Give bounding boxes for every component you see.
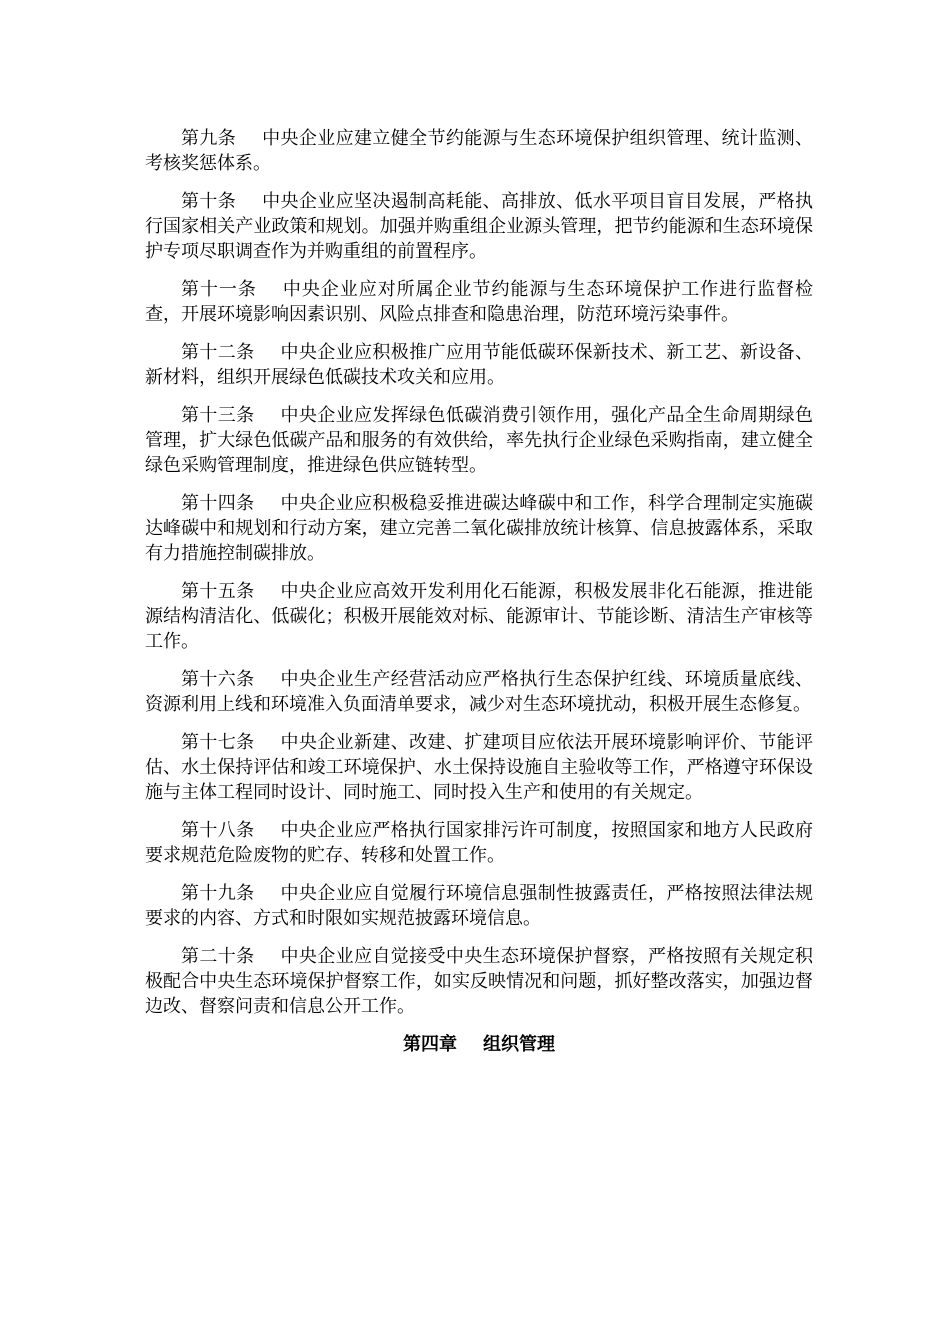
- article-16: [145, 667, 813, 717]
- article-number: 第十四条: [181, 493, 255, 514]
- article-number: 第十三条: [181, 405, 255, 426]
- article-text: 中央企业应积极推广应用节能低碳环保新技术、新工艺、新设备、新材料，组织开展绿色低碳技术攻关和应用。: [145, 342, 813, 388]
- article-text: 中央企业应对所属企业节约能源与生态环境保护工作进行监督检查，开展环境影响因素识别、风险点排查和隐患治理，防范环境污染事件。: [145, 279, 814, 325]
- article-18: [145, 818, 813, 868]
- article-13: [145, 403, 813, 478]
- article-19: [145, 881, 813, 931]
- article-number: 第十五条: [181, 581, 255, 602]
- article-text: 中央企业应建立健全节约能源与生态环境保护组织管理、统计监测、考核奖惩体系。: [145, 128, 813, 174]
- article-14: [145, 491, 813, 566]
- article-number: 第十一条: [181, 279, 257, 300]
- article-10: [145, 189, 813, 264]
- article-text: 中央企业生产经营活动应严格执行生态保护红线、环境质量底线、资源利用上线和环境准入负面清单要求，减少对生态环境扰动，积极开展生态修复。: [145, 669, 813, 715]
- article-number: 第十七条: [181, 732, 255, 753]
- article-text: 中央企业应积极稳妥推进碳达峰碳中和工作，科学合理制定实施碳达峰碳中和规划和行动方案，建立完善二氧化碳排放统计核算、信息披露体系，采取有力措施控制碳排放。: [145, 493, 813, 564]
- article-11: [145, 277, 813, 327]
- article-text: 中央企业应高效开发利用化石能源，积极发展非化石能源，推进能源结构清洁化、低碳化；积极开展能效对标、能源审计、节能诊断、清洁生产审核等工作。: [145, 581, 813, 652]
- chapter-number: 第四章: [403, 1034, 457, 1055]
- article-number: 第十九条: [181, 883, 255, 904]
- article-number: 第二十条: [181, 946, 255, 967]
- article-9: [145, 126, 813, 176]
- article-text: 中央企业新建、改建、扩建项目应依法开展环境影响评价、节能评估、水土保持评估和竣工环境保护、水土保持设施自主验收等工作，严格遵守环保设施与主体工程同时设计、同时施工、同时投入生产和使用的有关规定。: [145, 732, 813, 803]
- chapter-title: 组织管理: [483, 1034, 555, 1055]
- article-17: [145, 730, 813, 805]
- article-number: 第十条: [181, 191, 237, 212]
- article-text: 中央企业应坚决遏制高耗能、高排放、低水平项目盲目发展，严格执行国家相关产业政策和规划。加强并购重组企业源头管理，把节约能源和生态环境保护专项尽职调查作为并购重组的前置程序。: [145, 191, 813, 262]
- article-number: 第十六条: [181, 669, 255, 690]
- article-20: [145, 944, 813, 1019]
- article-number: 第十八条: [181, 820, 255, 841]
- article-number: 第九条: [181, 128, 237, 149]
- article-text: 中央企业应发挥绿色低碳消费引领作用，强化产品全生命周期绿色管理，扩大绿色低碳产品和服务的有效供给，率先执行企业绿色采购指南，建立健全绿色采购管理制度，推进绿色供应链转型。: [145, 405, 813, 476]
- article-text: 中央企业应自觉接受中央生态环境保护督察，严格按照有关规定积极配合中央生态环境保护督察工作，如实反映情况和问题，抓好整改落实，加强边督边改、督察问责和信息公开工作。: [145, 946, 813, 1017]
- chapter-heading: [145, 1032, 813, 1057]
- article-text: 中央企业应严格执行国家排污许可制度，按照国家和地方人民政府要求规范危险废物的贮存、转移和处置工作。: [145, 820, 813, 866]
- article-15: [145, 579, 813, 654]
- article-text: 中央企业应自觉履行环境信息强制性披露责任，严格按照法律法规要求的内容、方式和时限如实规范披露环境信息。: [145, 883, 813, 929]
- article-number: 第十二条: [181, 342, 255, 363]
- article-12: [145, 340, 813, 390]
- document-body: [145, 126, 813, 1057]
